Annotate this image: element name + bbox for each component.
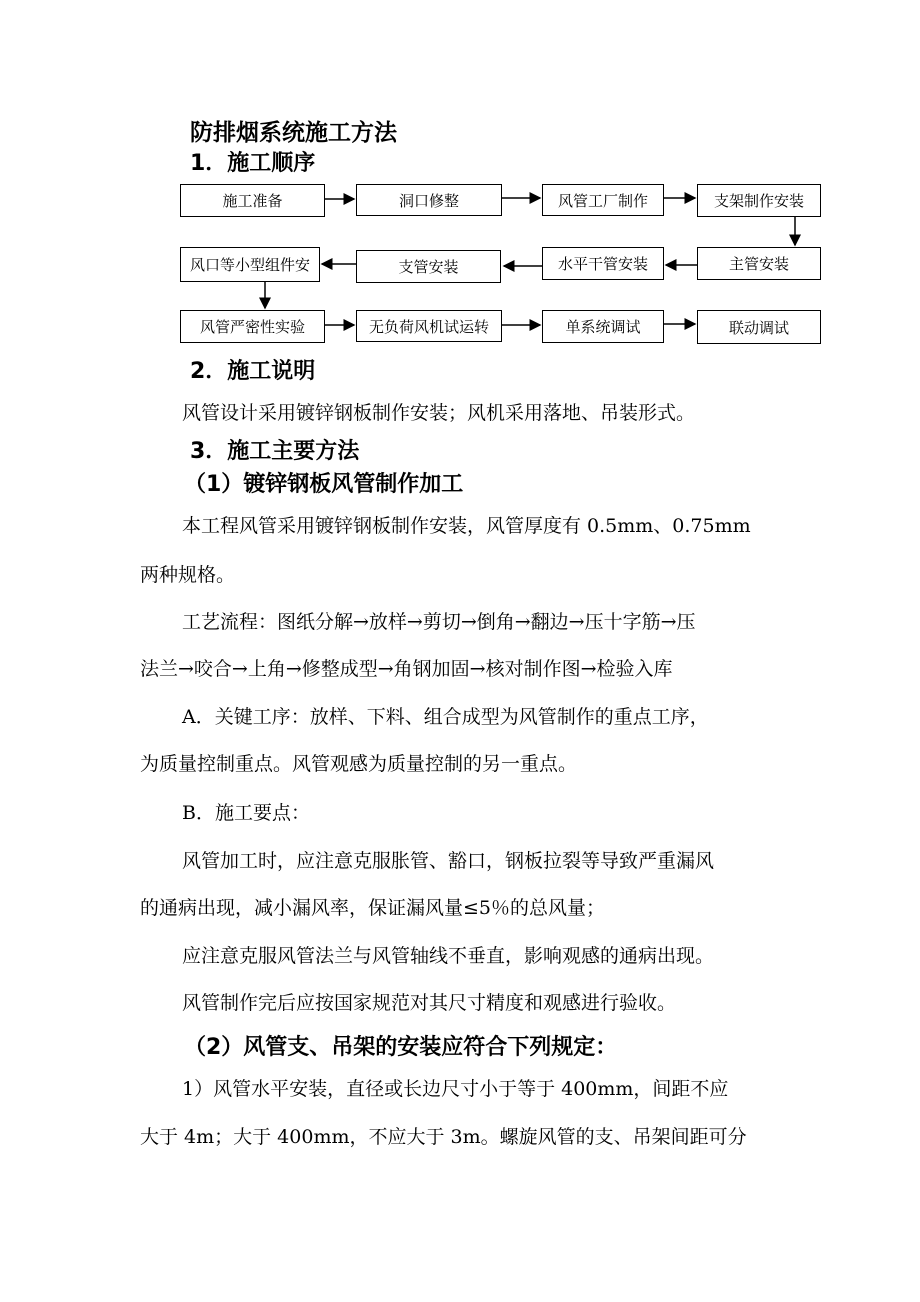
paragraph-line: 风管制作完后应按国家规范对其尺寸精度和观感进行验收。 [182,992,677,1014]
flow-step-prep: 施工准备 [180,184,325,217]
subsection-1-heading: （1）镀锌钢板风管制作加工 [184,472,464,497]
paragraph-line: 工艺流程：图纸分解→放样→剪切→倒角→翻边→压十字筋→压 [182,611,696,633]
paragraph-line: 大于 4m；大于 400mm，不应大于 3m。螺旋风管的支、吊架间距可分 [140,1126,747,1148]
paragraph-line: 应注意克服风管法兰与风管轴线不垂直，影响观感的通病出现。 [182,945,715,967]
flow-step-single-debug: 单系统调试 [542,310,664,343]
section-2-text: 风管设计采用镀锌钢板制作安装；风机采用落地、吊装形式。 [182,402,696,424]
flow-step-main-pipe: 主管安装 [697,247,821,280]
paragraph-line: 风管加工时，应注意克服胀管、豁口，钢板拉裂等导致严重漏风 [182,850,715,872]
paragraph-line: A．关键工序：放样、下料、组合成型为风管制作的重点工序， [182,706,709,728]
subsection-2-heading: （2）风管支、吊架的安装应符合下列规定： [184,1035,618,1060]
flow-step-branch-install: 支管安装 [356,250,501,283]
section-3-heading: 3．施工主要方法 [190,439,360,464]
paragraph-line: 两种规格。 [140,564,236,586]
flowchart-arrows [0,0,920,360]
flow-step-opening-repair: 洞口修整 [356,184,502,216]
paragraph-line: 1）风管水平安装，直径或长边尺寸小于等于 400mm，间距不应 [182,1078,729,1100]
flow-step-linkage-debug: 联动调试 [697,310,821,344]
document-title: 防排烟系统施工方法 [190,120,397,146]
flow-step-fan-trial: 无负荷风机试运转 [356,310,502,342]
paragraph-line: 为质量控制重点。风管观感为质量控制的另一重点。 [140,753,578,775]
section-2-heading: 2．施工说明 [190,359,316,384]
paragraph-line: B．施工要点： [182,802,310,824]
paragraph-line: 法兰→咬合→上角→修整成型→角钢加固→核对制作图→检验入库 [140,658,673,680]
flow-step-horizontal-main: 水平干管安装 [542,247,664,280]
paragraph-line: 的通病出现，减小漏风率，保证漏风量≤5％的总风量； [140,897,606,919]
flow-step-tightness-test: 风管严密性实验 [180,310,325,343]
flow-step-support-install: 支架制作安装 [697,184,821,217]
flow-step-small-components: 风口等小型组件安 [180,247,320,282]
paragraph-line: 本工程风管采用镀锌钢板制作安装，风管厚度有 0.5mm、0.75mm [182,515,751,537]
flow-step-duct-factory: 风管工厂制作 [542,184,664,216]
section-1-heading: 1．施工顺序 [190,151,316,176]
